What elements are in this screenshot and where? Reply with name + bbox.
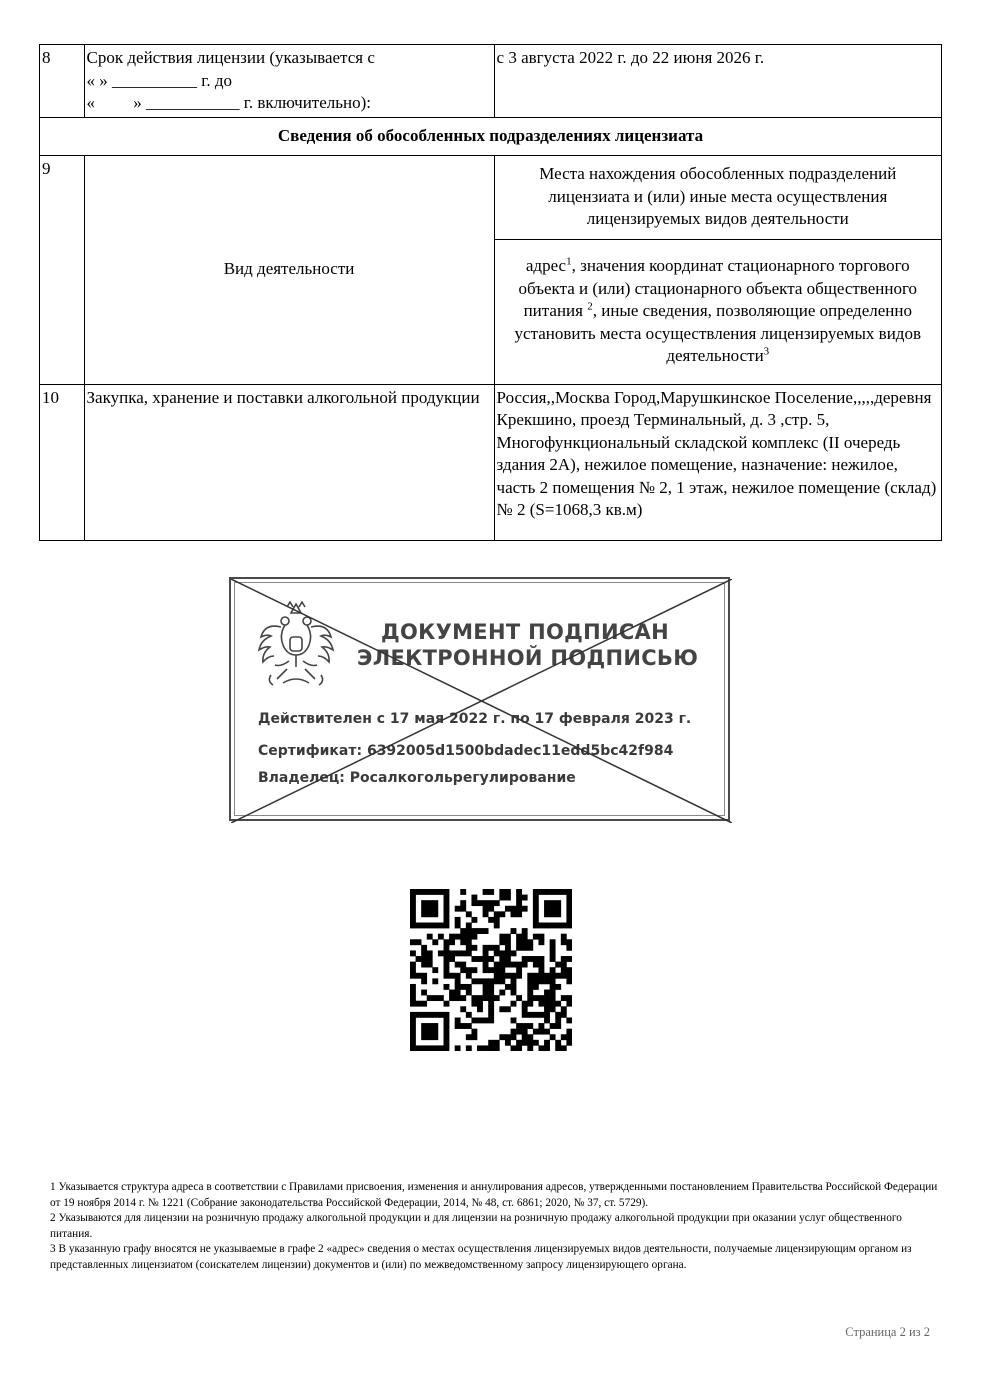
page-number: Страница 2 из 2 [845,1325,930,1339]
places-header: Места нахождения обособленных подразделений лицензиата и (или) иные места осуществления лицензируемых видов деятельности [494,155,941,239]
table-row [40,384,942,540]
validity-value: с 3 августа 2022 г. до 22 июня 2026 г. [494,45,941,118]
section-header-row [40,117,942,155]
row-number: 8 [40,45,85,118]
address-value: Россия,,Москва Город,Марушкинское Поселение,,,,,деревня Крекшино, проезд Терминальный, д. 3 ,стр. 5, Многофункциональный складской комплекс (II очередь здания 2А), нежилое помещение, назначение: нежилое, часть 2 помещения № 2, 1 этаж, нежилое помещение (склад) № 2 (S=1068,3 кв.м) [494,384,941,540]
cross-lines [231,579,732,823]
footnote-1: 1 Указывается структура адреса в соответствии с Правилами присвоения, изменения и аннулирования адресов, утвержденными постановлением Правительства Российской Федерации от 19 ноября 2014 г. № 1221 (Собрание законодательства Российской Федерации, 2014, № 48, ст. 6861; 2020, № 37, ст. 5729). [50,1181,938,1209]
table-row [40,45,942,118]
validity-label: Срок действия лицензии (указывается с « » __________ г. до « » ___________ г. включительно): [84,45,494,118]
activity-header: Вид деятельности [84,155,494,384]
footnote-3: 3 В указанную графу вносятся не указываемые в графе 2 «адрес» сведения о местах осуществления лицензируемых видов деятельности, получаемые лицензирующим органом из представленных лицензиатом (соискателем лицензии) документов и (или) по межведомственному запросу лицензирующего органа. [50,1243,912,1271]
activity-value: Закупка, хранение и поставки алкогольной продукции [84,384,494,540]
section-header: Сведения об обособленных подразделениях лицензиата [40,117,942,155]
footnotes [50,1180,940,1273]
signature-owner: Владелец: Росалкогольрегулирование [258,770,576,786]
row-number: 10 [40,384,85,540]
row-number: 9 [40,155,85,384]
electronic-signature-stamp [229,577,730,821]
qr-code-icon [410,889,572,1051]
address-header: адрес$^1$, значения координат стационарного торгового объекта и (или) стационарного объекта общественного питания $^2$, иные сведения, позволяющие определенно установить места осуществления лицензируемых видов деятельности$^3$ [494,239,941,384]
license-table [39,44,942,541]
table-row [40,155,942,239]
signature-validity: Действителен с 17 мая 2022 г. по 17 февраля 2023 г. [258,711,692,727]
stamp-title: ДОКУМЕНТ ПОДПИСАН ЭЛЕКТРОННОЙ ПОДПИСЬЮ [357,620,699,670]
footnote-2: 2 Указываются для лицензии на розничную продажу алкогольной продукции и для лицензии на розничную продажу алкогольной продукции при оказании услуг общественного питания. [50,1212,902,1240]
signature-certificate: Сертификат: 6392005d1500bdadec11edd5bc42f984 [258,743,674,759]
